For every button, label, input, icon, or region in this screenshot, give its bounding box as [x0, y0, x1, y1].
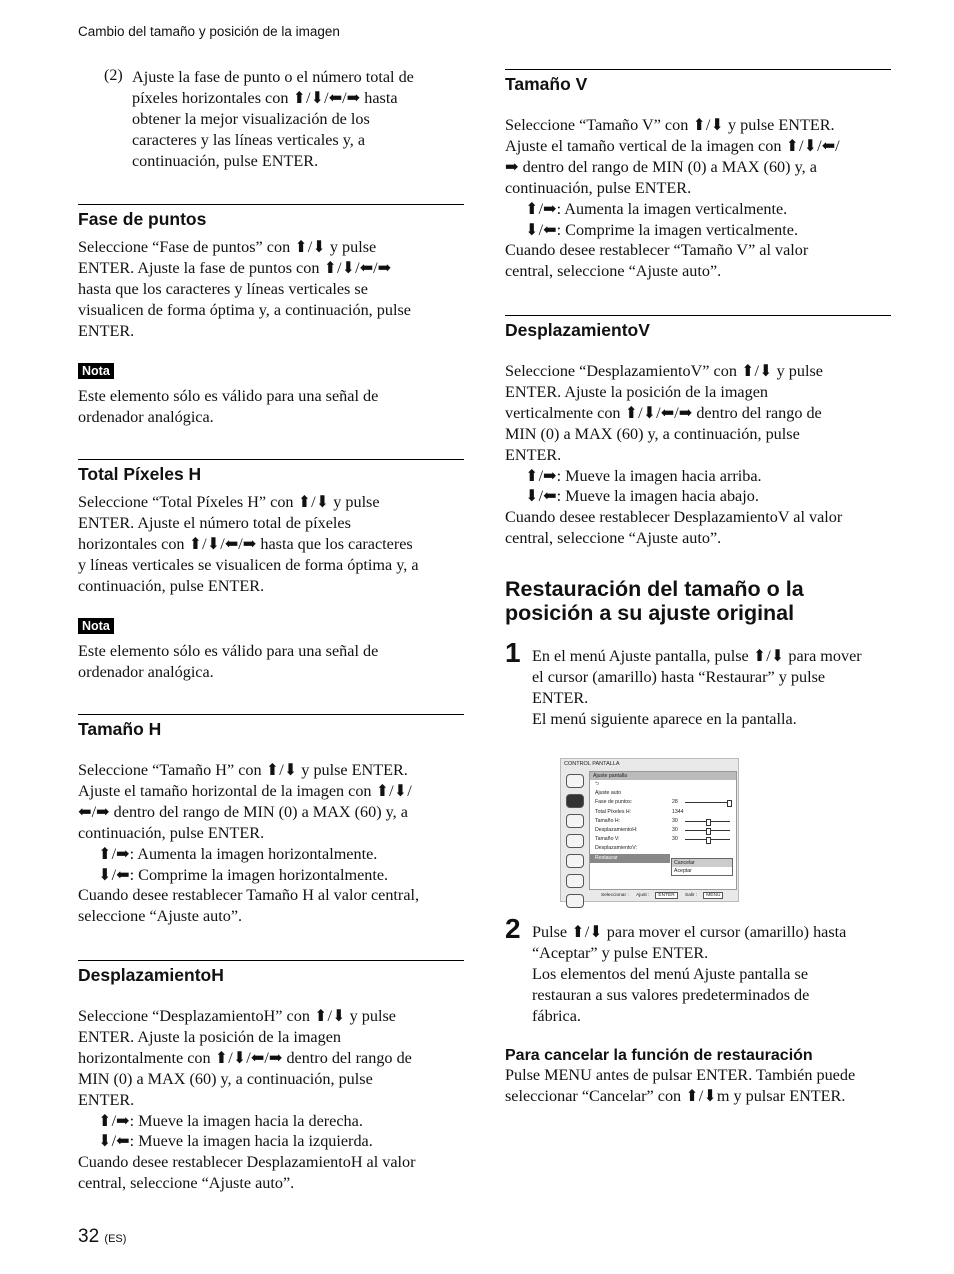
section-rule	[78, 960, 464, 961]
intro-text: Ajuste la fase de punto o el número total de píxeles horizontales con ⬆/⬇/⬅/➡ hasta obtener la mejor visualización de los caracteres y las líneas verticales y, a continuación, pulse ENTER.	[132, 68, 414, 170]
cancel-section	[505, 1047, 905, 1107]
section-title: Total Píxeles H	[78, 464, 202, 484]
section-rule	[505, 315, 891, 316]
intro-step-number: (2)	[104, 67, 123, 84]
menu-row[interactable]: Ajuste auto	[595, 790, 621, 797]
confirm-popup	[671, 858, 733, 876]
menu-screenshot	[560, 758, 739, 902]
arrow-line: ⬇/⬅: Mueve la imagen hacia abajo.	[525, 487, 759, 506]
slider-knob	[706, 819, 711, 826]
section-body: Seleccione “DesplazamientoV” con ⬆/⬇ y pulse ENTER. Ajuste la posición de la imagen verticalmente con ⬆/⬇/⬅/➡ dentro del rango de MIN (0) a MAX (60) y, a continuación, pulse ENTER. ⬆/➡: Mueve la imagen hacia arriba. ⬇/⬅: Mueve la imagen hacia abajo. Cuando desee restablecer DesplazamientoV al valor central, seleccione “Ajuste auto”.	[505, 362, 843, 548]
menu-key: MENU	[703, 892, 723, 899]
menu-panel	[589, 771, 737, 890]
picture-icon	[566, 774, 584, 788]
menu-row[interactable]: Fase de puntos: 28	[590, 798, 736, 807]
slider-track	[685, 802, 730, 803]
arrow-line: ⬆/➡: Mueve la imagen hacia la derecha.	[98, 1111, 363, 1130]
section-tamano-v	[505, 69, 891, 282]
step-number: 1	[505, 637, 521, 668]
section-body: Seleccione “Tamaño V” con ⬆/⬇ y pulse ENTER. Ajuste el tamaño vertical de la imagen con ⬆/⬇/⬅/ ➡ dentro del rango de MIN (0) a MAX (60) y, a continuación, pulse ENTER. ⬆/➡: Aumenta la imagen verticalmente. ⬇/⬅: Comprime la imagen verticalmente. Cuando desee restablecer “Tamaño V” al valor central, seleccione “Ajuste auto”.	[505, 116, 840, 281]
page-number: 32 (ES)	[78, 1226, 127, 1247]
menu-row-selected[interactable]: Restaurar	[590, 854, 670, 863]
footer-adjust: Ajust :	[636, 893, 650, 898]
arrow-line: ⬇/⬅: Comprime la imagen verticalmente.	[525, 220, 799, 239]
menu-icon-column	[564, 771, 586, 914]
footer-exit: Salir :	[685, 893, 698, 898]
section-rule	[78, 459, 464, 460]
arrow-line: ⬆/➡: Mueve la imagen hacia arriba.	[525, 466, 762, 485]
menu-row[interactable]: DesplazamientoH: 30	[590, 826, 736, 835]
arrow-line: ⬆/➡: Aumenta la imagen horizontalmente.	[98, 844, 378, 863]
nota-badge: Nota	[78, 363, 114, 379]
popup-option-accept[interactable]: Aceptar	[674, 868, 692, 874]
nota-1	[78, 362, 464, 428]
clock-icon	[566, 874, 584, 888]
info-icon	[566, 894, 584, 908]
section-fase-de-puntos	[78, 204, 464, 342]
step-text: En el menú Ajuste pantalla, pulse ⬆/⬇ para mover el cursor (amarillo) hasta “Restaurar” y pulse ENTER. El menú siguiente aparece en la pantalla.	[532, 647, 862, 728]
menu-title: CONTROL PANTALLA	[564, 761, 620, 767]
menu-row[interactable]: DesplazamientoV:	[595, 845, 637, 852]
section-title: Tamaño V	[505, 74, 588, 94]
slider-knob	[706, 828, 711, 835]
section-rule	[78, 204, 464, 205]
menu-footer	[601, 892, 729, 899]
section-desplazamiento-h	[78, 960, 464, 1194]
section-rule	[78, 714, 464, 715]
footer-select: Seleccionar :	[601, 893, 629, 898]
section-body: Seleccione “Total Píxeles H” con ⬆/⬇ y pulse ENTER. Ajuste el número total de píxeles horizontales con ⬆/⬇/⬅/➡ hasta que los caracteres y líneas verticales se visualicen de forma óptima y, a continuación, pulse ENTER.	[78, 493, 419, 595]
restore-title: Restauración del tamaño o la posición a su ajuste original	[505, 577, 804, 625]
section-body: Seleccione “Tamaño H” con ⬆/⬇ y pulse ENTER. Ajuste el tamaño horizontal de la imagen con ⬆/⬇/ ⬅/➡ dentro del rango de MIN (0) a MAX (60) y, a continuación, pulse ENTER. ⬆/➡: Aumenta la imagen horizontalmente. ⬇/⬅: Comprime la imagen horizontalmente. Cuando desee restablecer Tamaño H al valor central, seleccione “Ajuste auto”.	[78, 761, 420, 926]
menu-row[interactable]: Total Píxeles H: 1344	[595, 808, 684, 815]
slider-knob	[706, 837, 711, 844]
section-total-pixeles-h	[78, 459, 464, 597]
arrow-line: ⬆/➡: Aumenta la imagen verticalmente.	[525, 199, 788, 218]
step-2	[505, 913, 905, 1027]
step-number: 2	[505, 913, 521, 944]
section-title: Fase de puntos	[78, 209, 207, 229]
nota-text: Este elemento sólo es válido para una señal de ordenador analógica.	[78, 387, 379, 426]
enter-key: ENTER	[655, 892, 677, 899]
section-body: Seleccione “Fase de puntos” con ⬆/⬇ y pulse ENTER. Ajuste la fase de puntos con ⬆/⬇/⬅/➡ hasta que los caracteres y líneas verticales se visualicen de forma óptima y, a continuación, pulse ENTER.	[78, 238, 411, 340]
setup-icon	[566, 834, 584, 848]
slider-knob	[727, 800, 732, 807]
step-1	[505, 637, 905, 730]
section-rule	[505, 69, 891, 70]
step-text: Pulse ⬆/⬇ para mover el cursor (amarillo) hasta “Aceptar” y pulse ENTER. Los elementos del menú Ajuste pantalla se restauran a sus valores predeterminados de fábrica.	[532, 923, 847, 1025]
section-title: DesplazamientoH	[78, 965, 224, 985]
cancel-text: Pulse MENU antes de pulsar ENTER. También puede seleccionar “Cancelar” con ⬆/⬇m y pulsar ENTER.	[505, 1066, 856, 1105]
popup-option-cancel[interactable]: Cancelar	[672, 859, 732, 867]
section-body: Seleccione “DesplazamientoH” con ⬆/⬇ y pulse ENTER. Ajuste la posición de la imagen horizontalmente con ⬆/⬇/⬅/➡ dentro del rango de MIN (0) a MAX (60) y, a continuación, pulse ENTER. ⬆/➡: Mueve la imagen hacia la derecha. ⬇/⬅: Mueve la imagen hacia la izquierda. Cuando desee restablecer DesplazamientoH al valor central, seleccione “Ajuste auto”.	[78, 1007, 416, 1193]
arrow-line: ⬇/⬅: Comprime la imagen horizontalmente.	[98, 865, 389, 884]
nota-text: Este elemento sólo es válido para una señal de ordenador analógica.	[78, 642, 379, 681]
arrow-line: ⬇/⬅: Mueve la imagen hacia la izquierda.	[98, 1132, 373, 1151]
section-desplazamiento-v	[505, 315, 891, 549]
section-tamano-h	[78, 714, 464, 927]
restore-heading	[505, 577, 905, 625]
running-header: Cambio del tamaño y posición de la imagen	[78, 24, 340, 39]
feature-icon	[566, 854, 584, 868]
screen-icon	[566, 794, 584, 808]
back-icon[interactable]: ⮌	[595, 781, 600, 787]
section-title: Tamaño H	[78, 719, 162, 739]
nota-2	[78, 617, 464, 683]
menu-row[interactable]: Tamaño H: 30	[590, 817, 736, 826]
menu-row[interactable]: Tamaño V: 30	[590, 835, 736, 844]
cancel-title: Para cancelar la función de restauración	[505, 1047, 813, 1064]
section-title: DesplazamientoV	[505, 320, 650, 340]
sound-icon	[566, 814, 584, 828]
menu-panel-header: Ajuste pantalla	[590, 772, 736, 780]
intro-step	[104, 67, 464, 172]
nota-badge: Nota	[78, 618, 114, 634]
